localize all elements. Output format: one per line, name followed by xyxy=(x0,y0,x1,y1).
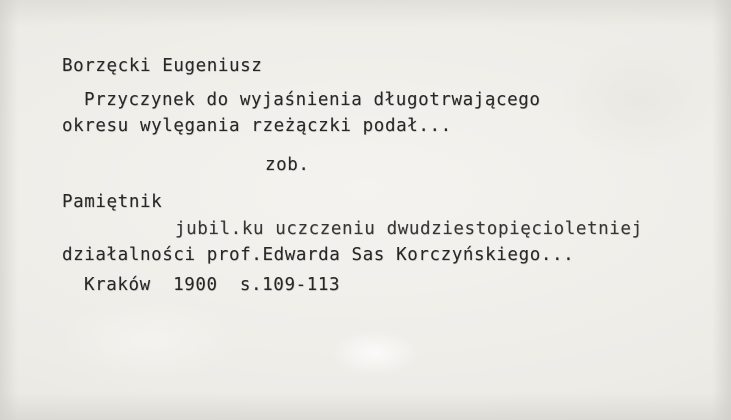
imprint-line: Kraków 1900 s.109-113 xyxy=(84,275,341,295)
title-line-2: okresu wylęgania rzeżączki podał... xyxy=(62,116,452,136)
author-heading: Borzęcki Eugeniusz xyxy=(62,56,263,76)
source-description-line-2: działalności prof.Edwarda Sas Korczyńskiego... xyxy=(62,245,575,265)
source-description-line-1: jubil.ku uczczeniu dwudziestopięcioletniej xyxy=(175,219,643,239)
source-title: Pamiętnik xyxy=(62,192,163,212)
title-line-1: Przyczynek do wyjaśnienia długotrwającego xyxy=(84,90,541,110)
see-reference-marker: zob. xyxy=(265,155,310,175)
